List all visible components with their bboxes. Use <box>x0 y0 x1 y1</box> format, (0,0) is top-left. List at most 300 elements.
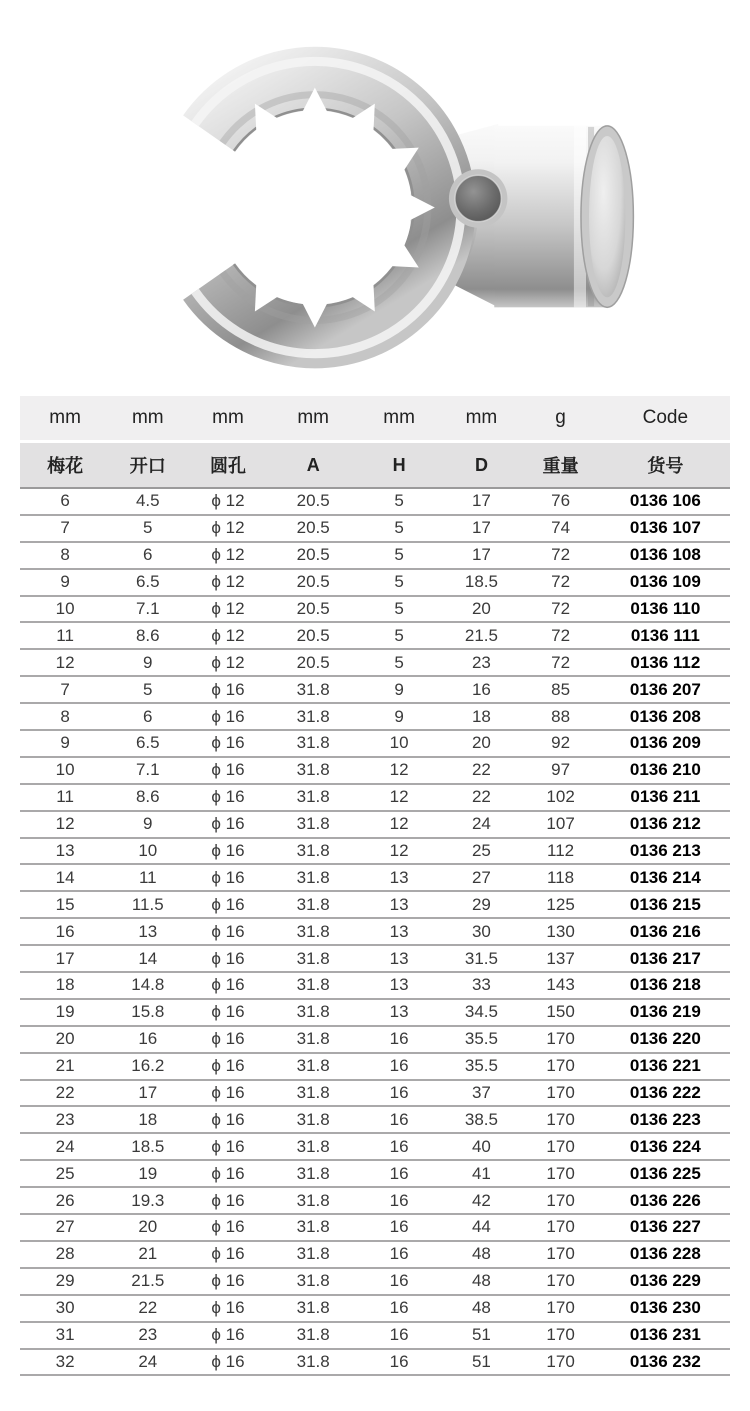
cell-open-size: 16 <box>110 1026 185 1053</box>
unit-header-row <box>20 396 730 442</box>
cell-weight: 170 <box>520 1349 600 1376</box>
cell-a: 31.8 <box>271 784 356 811</box>
cell-torx-size: 32 <box>20 1349 110 1376</box>
cell-weight: 143 <box>520 972 600 999</box>
name-header-a: A <box>271 442 356 489</box>
cell-round-hole: ϕ 16 <box>185 945 270 972</box>
cell-h: 5 <box>356 542 443 569</box>
cell-d: 42 <box>442 1187 520 1214</box>
cell-torx-size: 7 <box>20 676 110 703</box>
cell-weight: 107 <box>520 811 600 838</box>
unit-header-d: mm <box>442 396 520 442</box>
table-row <box>20 918 730 945</box>
cell-a: 31.8 <box>271 676 356 703</box>
table-row <box>20 838 730 865</box>
cell-open-size: 5 <box>110 676 185 703</box>
cell-torx-size: 12 <box>20 649 110 676</box>
cell-torx-size: 11 <box>20 622 110 649</box>
table-row <box>20 730 730 757</box>
name-header-row <box>20 442 730 489</box>
cell-d: 22 <box>442 784 520 811</box>
cell-code: 0136 208 <box>601 703 730 730</box>
cell-h: 16 <box>356 1080 443 1107</box>
cell-a: 31.8 <box>271 1026 356 1053</box>
cell-weight: 76 <box>520 488 600 515</box>
cell-a: 31.8 <box>271 811 356 838</box>
cell-a: 20.5 <box>271 596 356 623</box>
cell-weight: 170 <box>520 1160 600 1187</box>
cell-d: 31.5 <box>442 945 520 972</box>
cell-code: 0136 108 <box>601 542 730 569</box>
cell-torx-size: 21 <box>20 1053 110 1080</box>
cell-torx-size: 23 <box>20 1106 110 1133</box>
cell-torx-size: 12 <box>20 811 110 838</box>
cell-code: 0136 107 <box>601 515 730 542</box>
cell-weight: 170 <box>520 1295 600 1322</box>
cell-d: 38.5 <box>442 1106 520 1133</box>
cell-d: 17 <box>442 515 520 542</box>
cell-open-size: 15.8 <box>110 999 185 1026</box>
table-row <box>20 784 730 811</box>
cell-weight: 170 <box>520 1187 600 1214</box>
cell-open-size: 24 <box>110 1349 185 1376</box>
table-row <box>20 945 730 972</box>
cell-round-hole: ϕ 16 <box>185 1187 270 1214</box>
cell-a: 31.8 <box>271 703 356 730</box>
cell-weight: 72 <box>520 569 600 596</box>
table-row <box>20 1053 730 1080</box>
table-row <box>20 1214 730 1241</box>
cell-h: 16 <box>356 1268 443 1295</box>
name-header-h: H <box>356 442 443 489</box>
cell-open-size: 17 <box>110 1080 185 1107</box>
cell-torx-size: 22 <box>20 1080 110 1107</box>
cell-a: 31.8 <box>271 864 356 891</box>
table-row <box>20 1349 730 1376</box>
cell-torx-size: 28 <box>20 1241 110 1268</box>
cell-round-hole: ϕ 16 <box>185 811 270 838</box>
cell-open-size: 22 <box>110 1295 185 1322</box>
cell-d: 27 <box>442 864 520 891</box>
cell-a: 31.8 <box>271 757 356 784</box>
cell-open-size: 11.5 <box>110 891 185 918</box>
cell-round-hole: ϕ 16 <box>185 676 270 703</box>
cell-round-hole: ϕ 16 <box>185 1322 270 1349</box>
cell-a: 20.5 <box>271 622 356 649</box>
cell-open-size: 8.6 <box>110 784 185 811</box>
cell-code: 0136 223 <box>601 1106 730 1133</box>
cell-d: 23 <box>442 649 520 676</box>
cell-torx-size: 17 <box>20 945 110 972</box>
cell-torx-size: 19 <box>20 999 110 1026</box>
cell-open-size: 11 <box>110 864 185 891</box>
cell-d: 51 <box>442 1322 520 1349</box>
cell-weight: 170 <box>520 1133 600 1160</box>
cell-code: 0136 226 <box>601 1187 730 1214</box>
cell-h: 12 <box>356 838 443 865</box>
cell-code: 0136 222 <box>601 1080 730 1107</box>
cell-round-hole: ϕ 12 <box>185 542 270 569</box>
cell-weight: 102 <box>520 784 600 811</box>
cell-open-size: 4.5 <box>110 488 185 515</box>
cell-h: 16 <box>356 1322 443 1349</box>
cell-open-size: 6 <box>110 542 185 569</box>
cell-a: 31.8 <box>271 918 356 945</box>
cell-h: 16 <box>356 1241 443 1268</box>
cell-d: 37 <box>442 1080 520 1107</box>
cell-a: 31.8 <box>271 1214 356 1241</box>
table-row <box>20 1241 730 1268</box>
table-row <box>20 569 730 596</box>
cell-open-size: 23 <box>110 1322 185 1349</box>
cell-round-hole: ϕ 12 <box>185 515 270 542</box>
unit-header-torx: mm <box>20 396 110 442</box>
cell-d: 25 <box>442 838 520 865</box>
cell-open-size: 9 <box>110 649 185 676</box>
cell-open-size: 18.5 <box>110 1133 185 1160</box>
cell-round-hole: ϕ 16 <box>185 1160 270 1187</box>
cell-d: 51 <box>442 1349 520 1376</box>
cell-open-size: 6 <box>110 703 185 730</box>
cell-round-hole: ϕ 16 <box>185 703 270 730</box>
cell-d: 40 <box>442 1133 520 1160</box>
cell-h: 13 <box>356 945 443 972</box>
cell-open-size: 19.3 <box>110 1187 185 1214</box>
cell-code: 0136 213 <box>601 838 730 865</box>
cell-d: 24 <box>442 811 520 838</box>
cell-d: 18 <box>442 703 520 730</box>
cell-open-size: 7.1 <box>110 757 185 784</box>
cell-h: 16 <box>356 1187 443 1214</box>
cell-d: 48 <box>442 1241 520 1268</box>
cell-open-size: 5 <box>110 515 185 542</box>
cell-h: 16 <box>356 1349 443 1376</box>
cell-a: 31.8 <box>271 1053 356 1080</box>
cell-a: 31.8 <box>271 999 356 1026</box>
cell-torx-size: 15 <box>20 891 110 918</box>
cell-d: 17 <box>442 488 520 515</box>
cell-a: 20.5 <box>271 542 356 569</box>
cell-a: 31.8 <box>271 1080 356 1107</box>
cell-weight: 88 <box>520 703 600 730</box>
cell-code: 0136 232 <box>601 1349 730 1376</box>
cell-code: 0136 224 <box>601 1133 730 1160</box>
name-header-weight: 重量 <box>520 442 600 489</box>
cell-weight: 170 <box>520 1241 600 1268</box>
cell-h: 5 <box>356 649 443 676</box>
cell-round-hole: ϕ 16 <box>185 784 270 811</box>
cell-open-size: 7.1 <box>110 596 185 623</box>
name-header-d: D <box>442 442 520 489</box>
table-row <box>20 1268 730 1295</box>
cell-d: 34.5 <box>442 999 520 1026</box>
table-row <box>20 596 730 623</box>
cell-round-hole: ϕ 12 <box>185 649 270 676</box>
cell-a: 31.8 <box>271 838 356 865</box>
table-row <box>20 1106 730 1133</box>
cell-d: 29 <box>442 891 520 918</box>
cell-h: 12 <box>356 757 443 784</box>
cell-round-hole: ϕ 16 <box>185 730 270 757</box>
cell-d: 33 <box>442 972 520 999</box>
cell-torx-size: 7 <box>20 515 110 542</box>
cell-h: 16 <box>356 1133 443 1160</box>
cell-weight: 137 <box>520 945 600 972</box>
cell-code: 0136 106 <box>601 488 730 515</box>
cell-a: 31.8 <box>271 1295 356 1322</box>
cell-weight: 125 <box>520 891 600 918</box>
cell-torx-size: 31 <box>20 1322 110 1349</box>
cell-code: 0136 215 <box>601 891 730 918</box>
table-row <box>20 811 730 838</box>
cell-code: 0136 216 <box>601 918 730 945</box>
cell-a: 31.8 <box>271 1160 356 1187</box>
cell-open-size: 13 <box>110 918 185 945</box>
cell-a: 31.8 <box>271 730 356 757</box>
cell-open-size: 19 <box>110 1160 185 1187</box>
cell-round-hole: ϕ 16 <box>185 1295 270 1322</box>
cell-d: 20 <box>442 730 520 757</box>
cell-h: 5 <box>356 488 443 515</box>
cell-open-size: 18 <box>110 1106 185 1133</box>
cell-h: 5 <box>356 622 443 649</box>
cell-d: 18.5 <box>442 569 520 596</box>
cell-torx-size: 11 <box>20 784 110 811</box>
name-header-code: 货号 <box>601 442 730 489</box>
cell-open-size: 21 <box>110 1241 185 1268</box>
cell-code: 0136 110 <box>601 596 730 623</box>
cell-round-hole: ϕ 12 <box>185 569 270 596</box>
cell-weight: 150 <box>520 999 600 1026</box>
cell-round-hole: ϕ 16 <box>185 891 270 918</box>
cell-torx-size: 9 <box>20 730 110 757</box>
cell-a: 31.8 <box>271 891 356 918</box>
cell-d: 17 <box>442 542 520 569</box>
cell-code: 0136 220 <box>601 1026 730 1053</box>
cell-a: 20.5 <box>271 488 356 515</box>
cell-code: 0136 212 <box>601 811 730 838</box>
unit-header-code: Code <box>601 396 730 442</box>
cell-h: 13 <box>356 918 443 945</box>
cell-round-hole: ϕ 16 <box>185 1026 270 1053</box>
cell-d: 41 <box>442 1160 520 1187</box>
cell-h: 16 <box>356 1026 443 1053</box>
crowfoot-wrench-photo <box>133 13 658 392</box>
cell-torx-size: 25 <box>20 1160 110 1187</box>
cell-torx-size: 30 <box>20 1295 110 1322</box>
table-row <box>20 1133 730 1160</box>
name-header-open: 开口 <box>110 442 185 489</box>
cell-open-size: 9 <box>110 811 185 838</box>
cell-code: 0136 225 <box>601 1160 730 1187</box>
unit-header-open: mm <box>110 396 185 442</box>
cell-h: 16 <box>356 1053 443 1080</box>
cell-weight: 170 <box>520 1026 600 1053</box>
cell-round-hole: ϕ 16 <box>185 999 270 1026</box>
cell-code: 0136 217 <box>601 945 730 972</box>
cell-h: 16 <box>356 1295 443 1322</box>
table-row <box>20 515 730 542</box>
cell-a: 31.8 <box>271 1187 356 1214</box>
unit-header-weight: g <box>520 396 600 442</box>
cell-weight: 130 <box>520 918 600 945</box>
cell-torx-size: 26 <box>20 1187 110 1214</box>
cell-a: 31.8 <box>271 1268 356 1295</box>
table-row <box>20 542 730 569</box>
cell-code: 0136 228 <box>601 1241 730 1268</box>
cell-a: 31.8 <box>271 1133 356 1160</box>
cell-weight: 170 <box>520 1053 600 1080</box>
cell-h: 12 <box>356 811 443 838</box>
cell-round-hole: ϕ 16 <box>185 1268 270 1295</box>
cell-a: 31.8 <box>271 1349 356 1376</box>
cell-weight: 170 <box>520 1080 600 1107</box>
cell-torx-size: 6 <box>20 488 110 515</box>
spec-table-body <box>20 488 730 1375</box>
cell-torx-size: 20 <box>20 1026 110 1053</box>
cell-h: 16 <box>356 1106 443 1133</box>
unit-header-a: mm <box>271 396 356 442</box>
table-row <box>20 972 730 999</box>
cell-code: 0136 218 <box>601 972 730 999</box>
cell-weight: 74 <box>520 515 600 542</box>
table-row <box>20 757 730 784</box>
cell-torx-size: 8 <box>20 703 110 730</box>
cell-weight: 85 <box>520 676 600 703</box>
cell-code: 0136 112 <box>601 649 730 676</box>
cell-h: 9 <box>356 676 443 703</box>
cell-d: 48 <box>442 1268 520 1295</box>
cell-torx-size: 27 <box>20 1214 110 1241</box>
cell-weight: 97 <box>520 757 600 784</box>
cell-code: 0136 214 <box>601 864 730 891</box>
cell-open-size: 21.5 <box>110 1268 185 1295</box>
cell-weight: 72 <box>520 649 600 676</box>
cell-d: 35.5 <box>442 1053 520 1080</box>
cell-a: 31.8 <box>271 1106 356 1133</box>
table-row <box>20 1322 730 1349</box>
cell-weight: 118 <box>520 864 600 891</box>
table-row <box>20 676 730 703</box>
cell-h: 13 <box>356 864 443 891</box>
cell-round-hole: ϕ 12 <box>185 488 270 515</box>
cell-round-hole: ϕ 16 <box>185 1133 270 1160</box>
cell-open-size: 14.8 <box>110 972 185 999</box>
cell-code: 0136 219 <box>601 999 730 1026</box>
table-row <box>20 649 730 676</box>
cell-round-hole: ϕ 16 <box>185 918 270 945</box>
cell-h: 12 <box>356 784 443 811</box>
cell-code: 0136 211 <box>601 784 730 811</box>
cell-d: 20 <box>442 596 520 623</box>
table-row <box>20 891 730 918</box>
cell-d: 44 <box>442 1214 520 1241</box>
cell-round-hole: ϕ 16 <box>185 1349 270 1376</box>
cell-open-size: 6.5 <box>110 569 185 596</box>
cell-torx-size: 24 <box>20 1133 110 1160</box>
cell-code: 0136 231 <box>601 1322 730 1349</box>
cell-d: 35.5 <box>442 1026 520 1053</box>
unit-header-hole: mm <box>185 396 270 442</box>
cell-h: 13 <box>356 972 443 999</box>
table-row <box>20 864 730 891</box>
cell-round-hole: ϕ 12 <box>185 596 270 623</box>
cell-torx-size: 13 <box>20 838 110 865</box>
pin-hole <box>449 169 507 227</box>
name-header-hole: 圆孔 <box>185 442 270 489</box>
table-row <box>20 999 730 1026</box>
cell-code: 0136 111 <box>601 622 730 649</box>
cell-h: 5 <box>356 515 443 542</box>
cell-a: 31.8 <box>271 972 356 999</box>
cell-weight: 72 <box>520 542 600 569</box>
cell-torx-size: 10 <box>20 757 110 784</box>
cell-open-size: 16.2 <box>110 1053 185 1080</box>
cell-round-hole: ϕ 16 <box>185 972 270 999</box>
cell-h: 13 <box>356 891 443 918</box>
cell-torx-size: 16 <box>20 918 110 945</box>
cell-code: 0136 207 <box>601 676 730 703</box>
cell-weight: 72 <box>520 622 600 649</box>
table-row <box>20 703 730 730</box>
cell-h: 5 <box>356 596 443 623</box>
cell-d: 48 <box>442 1295 520 1322</box>
cell-code: 0136 221 <box>601 1053 730 1080</box>
cell-round-hole: ϕ 12 <box>185 622 270 649</box>
cell-code: 0136 210 <box>601 757 730 784</box>
cell-round-hole: ϕ 16 <box>185 1214 270 1241</box>
cell-a: 20.5 <box>271 569 356 596</box>
cell-round-hole: ϕ 16 <box>185 1241 270 1268</box>
cell-torx-size: 8 <box>20 542 110 569</box>
table-row <box>20 1080 730 1107</box>
cell-h: 9 <box>356 703 443 730</box>
cell-h: 13 <box>356 999 443 1026</box>
cell-h: 10 <box>356 730 443 757</box>
cell-weight: 170 <box>520 1214 600 1241</box>
table-row <box>20 1026 730 1053</box>
cell-round-hole: ϕ 16 <box>185 1106 270 1133</box>
cell-torx-size: 29 <box>20 1268 110 1295</box>
cell-a: 31.8 <box>271 1322 356 1349</box>
cell-round-hole: ϕ 16 <box>185 757 270 784</box>
cell-d: 21.5 <box>442 622 520 649</box>
cell-d: 30 <box>442 918 520 945</box>
cell-round-hole: ϕ 16 <box>185 1053 270 1080</box>
cell-open-size: 10 <box>110 838 185 865</box>
cell-weight: 170 <box>520 1106 600 1133</box>
cell-code: 0136 230 <box>601 1295 730 1322</box>
cell-code: 0136 209 <box>601 730 730 757</box>
cell-torx-size: 10 <box>20 596 110 623</box>
cell-torx-size: 18 <box>20 972 110 999</box>
table-row <box>20 488 730 515</box>
table-row <box>20 1295 730 1322</box>
cell-torx-size: 9 <box>20 569 110 596</box>
product-photo-section <box>0 0 750 396</box>
name-header-torx: 梅花 <box>20 442 110 489</box>
cell-weight: 72 <box>520 596 600 623</box>
cell-weight: 112 <box>520 838 600 865</box>
cell-h: 16 <box>356 1214 443 1241</box>
cell-open-size: 14 <box>110 945 185 972</box>
table-row <box>20 1187 730 1214</box>
cell-open-size: 6.5 <box>110 730 185 757</box>
cell-round-hole: ϕ 16 <box>185 864 270 891</box>
cell-h: 16 <box>356 1160 443 1187</box>
cell-weight: 92 <box>520 730 600 757</box>
cell-open-size: 20 <box>110 1214 185 1241</box>
